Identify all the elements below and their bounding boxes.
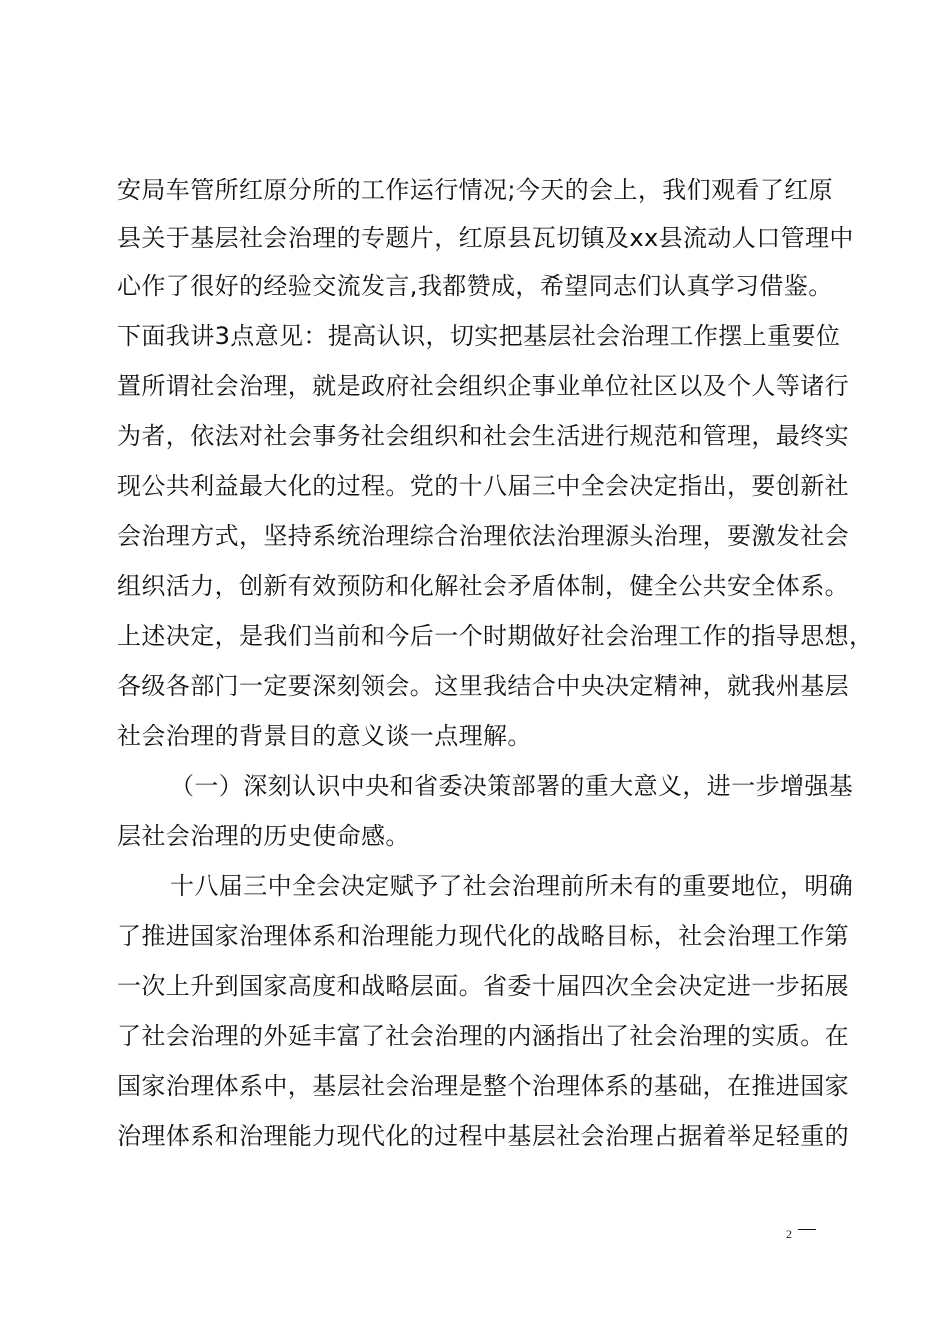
page-number-dash — [798, 1229, 816, 1230]
section-heading-line: （一）深刻认识中央和省委决策部署的重大意义，进一步增强基 — [170, 772, 854, 800]
section-heading-line: 层社会治理的历史使命感。 — [117, 822, 410, 850]
text-line: 一次上升到国家高度和战略层面。省委十届四次全会决定进一步拓展 — [117, 972, 849, 1000]
text-line: 社会治理的背景目的意义谈一点理解。 — [117, 722, 532, 750]
text-line: 了社会治理的外延丰富了社会治理的内涵指出了社会治理的实质。在 — [117, 1022, 849, 1050]
text-line: 置所谓社会治理，就是政府社会组织企事业单位社区以及个人等诸行 — [117, 372, 849, 400]
text-line: 心作了很好的经验交流发言,我都赞成，希望同志们认真学习借鉴。 — [117, 272, 833, 300]
text-line: 为者，依法对社会事务社会组织和社会生活进行规范和管理，最终实 — [117, 422, 849, 450]
text-line: 会治理方式，坚持系统治理综合治理依法治理源头治理，要激发社会 — [117, 522, 849, 550]
text-line: 下面我讲3点意见：提高认识，切实把基层社会治理工作摆上重要位 — [117, 322, 841, 350]
text-line: 十八届三中全会决定赋予了社会治理前所未有的重要地位，明确 — [170, 872, 854, 900]
text-line: 组织活力，创新有效预防和化解社会矛盾体制，健全公共安全体系。 — [117, 572, 849, 600]
text-line: 现公共利益最大化的过程。党的十八届三中全会决定指出，要创新社 — [117, 472, 849, 500]
text-line: 治理体系和治理能力现代化的过程中基层社会治理占据着举足轻重的 — [117, 1122, 849, 1150]
text-line: 了推进国家治理体系和治理能力现代化的战略目标，社会治理工作第 — [117, 922, 849, 950]
text-line: 县关于基层社会治理的专题片，红原县瓦切镇及xx县流动人口管理中 — [117, 224, 854, 252]
page-number: 2 — [786, 1227, 792, 1241]
text-line: 安局车管所红原分所的工作运行情况;今天的会上，我们观看了红原 — [117, 176, 834, 204]
text-line: 各级各部门一定要深刻领会。这里我结合中央决定精神，就我州基层 — [117, 672, 849, 700]
text-line: 上述决定，是我们当前和今后一个时期做好社会治理工作的指导思想， — [117, 622, 874, 650]
text-line: 国家治理体系中，基层社会治理是整个治理体系的基础，在推进国家 — [117, 1072, 849, 1100]
